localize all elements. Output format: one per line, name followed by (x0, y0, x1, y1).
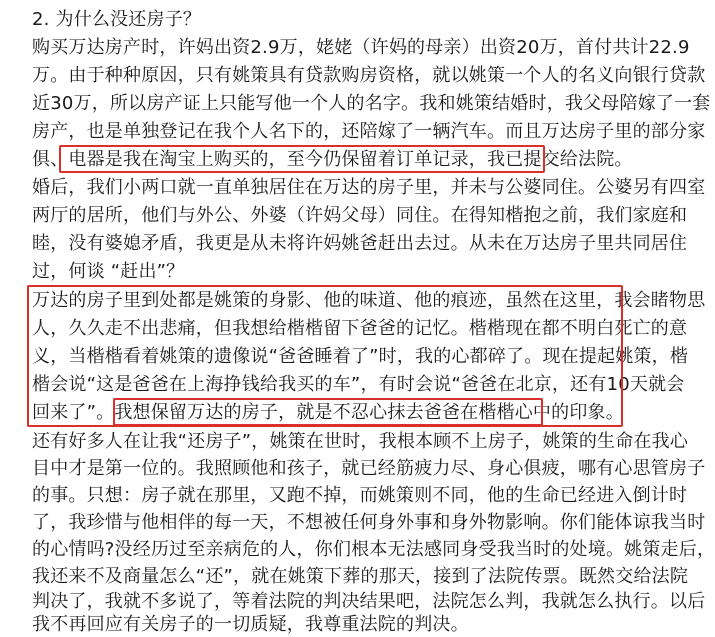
paragraph-3-line-5: 的心情吗?没经历过至亲病危的人，你们根本无法感同身受我当时的处境。姚策走后， (32, 539, 715, 560)
paragraph-1-line-1: 购买万达房产时，许妈出资2.9万，姥姥（许妈的母亲）出资20万，首付共计22.9 (32, 37, 690, 58)
paragraph-3-line-6: 我还来不及商量怎么“还”，就在姚策下葬的那天，接到了法院传票。既然交给法院 (32, 566, 689, 587)
paragraph-2-line-4: 楷会说“这是爸爸在上海挣钱给我买的车”，有时会说“爸爸在北京，还有10天就会 (32, 374, 685, 395)
paragraph-3-line-1: 还有好多人在让我“还房子”，姚策在世时，我根本顾不上房子，姚策的生命在我心 (32, 431, 689, 452)
paragraph-2-line-5: 回来了”。我想保留万达的房子，就是不忍心抹去爸爸在楷楷心中的印象。 (32, 402, 624, 423)
paragraph-1-line-4: 房产，也是单独登记在我个人名下的，还陪嫁了一辆汽车。而且万达房子里的部分家 (32, 121, 706, 142)
paragraph-1-line-7: 两厅的居所，他们与外公、外婆（许妈父母）同住。在得知楷抱之前，我们家庭和 (32, 205, 688, 226)
paragraph-3-line-3: 的事。只想：房子就在那里，又跑不掉，而姚策则不同，他的生命已经进入倒计时 (32, 485, 688, 506)
paragraph-1-line-5: 俱、电器是我在淘宝上购买的，至今仍保留着订单记录，我已提交给法院。 (32, 149, 633, 170)
paragraph-3-line-7: 判决了，我就不多说了，等着法院的判决结果吧，法院怎么判，我就怎么执行。以后 (32, 591, 706, 612)
paragraph-3-line-8: 我不再回应有关房子的一切质疑，我尊重法院的判决。 (32, 614, 469, 635)
paragraph-1-line-3: 近30万，所以房产证上只能写他一个人的名字。我和姚策结婚时，我父母陪嫁了一套 (32, 93, 711, 114)
paragraph-3-line-2: 目中才是第一位的。我照顾他和孩子，就已经筋疲力尽、身心俱疲，哪有心思管房子 (32, 458, 706, 479)
section-heading: 2. 为什么没还房子？ (32, 9, 202, 30)
paragraph-2-line-2: 人，久久走不出悲痛，但我想给楷楷留下爸爸的记忆。楷楷现在都不明白死亡的意 (32, 318, 688, 339)
paragraph-1-line-2: 万。由于种种原因，只有姚策具有贷款购房资格，就以姚策一个人的名义向银行贷款 (32, 65, 706, 86)
paragraph-2-line-3: 义，当楷楷看着姚策的遗像说“爸爸睡着了”时，我的心都碎了。现在提起姚策，楷 (32, 346, 689, 367)
paragraph-1-line-6: 婚后，我们小两口就一直单独居住在万达的房子里，并未与公婆同住。公婆另有四室 (32, 177, 706, 198)
paragraph-3-line-4: 了，我珍惜与他相伴的每一天，不想被任何身外事和身外物影响。你们能体谅我当时 (32, 512, 706, 533)
paragraph-1-line-9: 过，何谈 “赶出”？ (32, 261, 185, 282)
paragraph-2-line-1: 万达的房子里到处都是姚策的身影、他的味道、他的痕迹，虽然在这里，我会睹物思 (32, 290, 706, 311)
paragraph-1-line-8: 睦，没有婆媳矛盾，我更是从未将许妈姚爸赶出去过。从未在万达房子里共同居住 (32, 233, 688, 254)
